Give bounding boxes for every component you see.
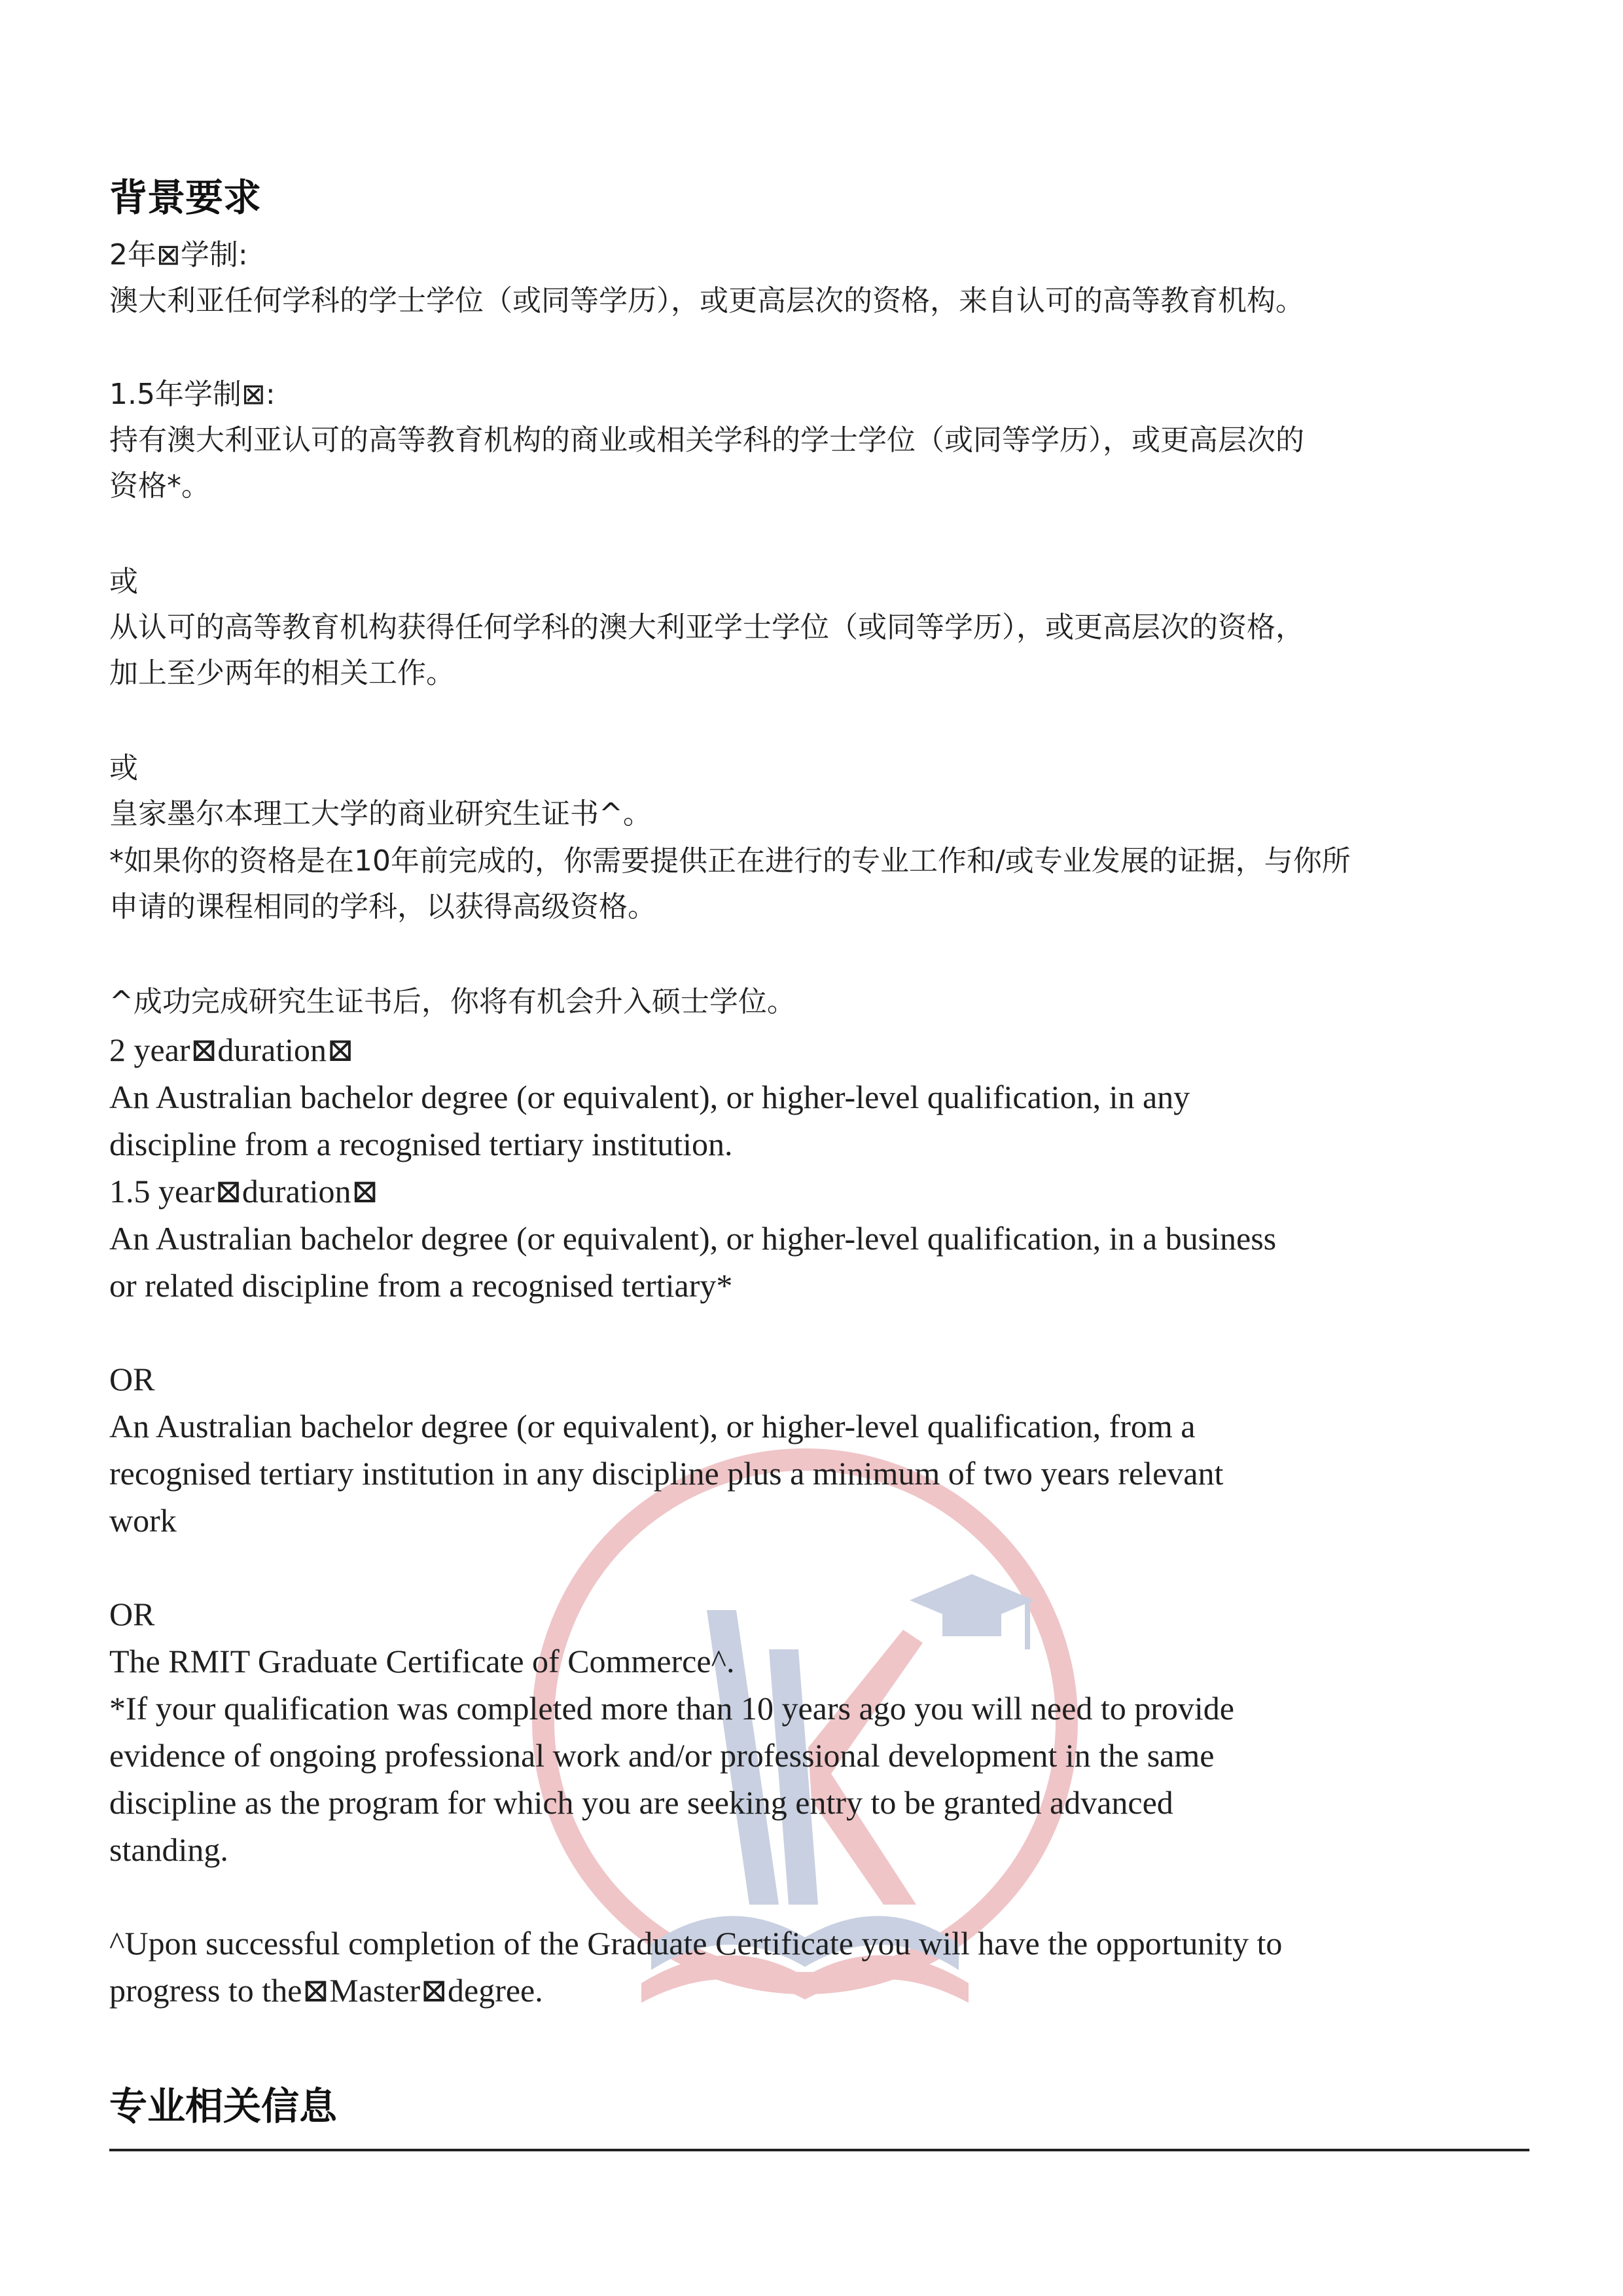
text-line: OR: [109, 1596, 155, 1632]
text-line: 2 year⊠duration⊠: [109, 1031, 354, 1068]
text-line: An Australian bachelor degree (or equivalent), or higher-level qualification, from a: [109, 1408, 1196, 1444]
text-line: standing.: [109, 1831, 228, 1868]
text-line: work: [109, 1502, 177, 1539]
text-line: 2年⊠学制:: [109, 238, 248, 272]
text-line: discipline from a recognised tertiary institution.: [109, 1126, 733, 1162]
text-line: 加上至少两年的相关工作。: [109, 656, 455, 690]
text-line: discipline as the program for which you are seeking entry to be granted advanced: [109, 1784, 1173, 1821]
text-line: *If your qualification was completed more than 10 years ago you will need to provide: [109, 1690, 1234, 1727]
text-line: progress to the⊠Master⊠degree.: [109, 1972, 543, 2009]
text-line: 1.5 year⊠duration⊠: [109, 1173, 379, 1210]
heading-background-requirements: 背景要求: [109, 175, 262, 220]
text-line: 澳大利亚任何学科的学士学位（或同等学历），或更高层次的资格，来自认可的高等教育机构。: [109, 284, 1304, 317]
text-line: ^Upon successful completion of the Graduate Certificate you will have the opportunity to: [109, 1925, 1283, 1962]
text-line: evidence of ongoing professional work and/or professional development in the same: [109, 1737, 1215, 1774]
text-line: ^成功完成研究生证书后，你将有机会升入硕士学位。: [109, 985, 796, 1018]
text-line: The RMIT Graduate Certificate of Commerce^.: [109, 1643, 735, 1679]
text-line: 或: [109, 751, 138, 785]
text-line: 持有澳大利亚认可的高等教育机构的商业或相关学科的学士学位（或同等学历），或更高层次的: [109, 423, 1304, 457]
text-line: OR: [109, 1361, 155, 1397]
text-line: *如果你的资格是在10年前完成的，你需要提供正在进行的专业工作和/或专业发展的证据，与你所: [109, 844, 1351, 878]
section-divider: [109, 2149, 1529, 2151]
heading-program-info: 专业相关信息: [109, 2084, 338, 2128]
text-line: or related discipline from a recognised tertiary*: [109, 1267, 733, 1304]
text-line: An Australian bachelor degree (or equivalent), or higher-level qualification, in a business: [109, 1220, 1277, 1257]
text-line: 皇家墨尔本理工大学的商业研究生证书^。: [109, 797, 652, 831]
text-line: 1.5年学制⊠:: [109, 378, 276, 411]
text-line: 从认可的高等教育机构获得任何学科的澳大利亚学士学位（或同等学历），或更高层次的资格，: [109, 611, 1304, 644]
text-line: 申请的课程相同的学科，以获得高级资格。: [109, 890, 656, 924]
text-line: An Australian bachelor degree (or equivalent), or higher-level qualification, in any: [109, 1079, 1190, 1115]
text-line: recognised tertiary institution in any discipline plus a minimum of two years relevant: [109, 1455, 1224, 1492]
text-line: 或: [109, 565, 138, 598]
text-line: 资格*。: [109, 469, 210, 503]
